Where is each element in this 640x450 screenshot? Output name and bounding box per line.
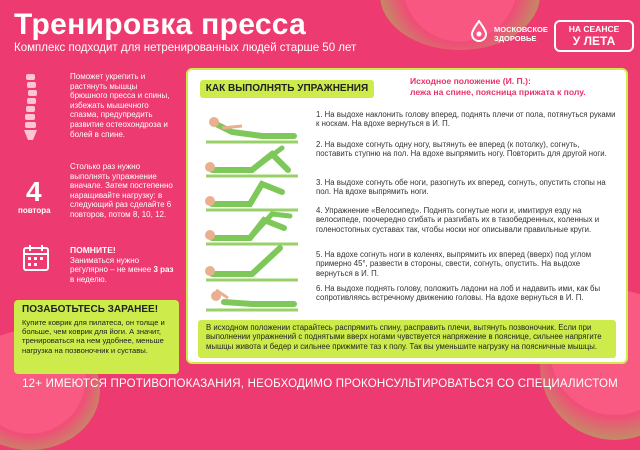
remember-text [70,256,174,285]
exercise-step-6: 6. На выдохе поднять голову, положить ладони на лоб и надавить ими, как бы сопротивляясь встречному движению головы. На вдохе вернуться в И. П. [316,284,601,303]
exercise-step-4: 4. Упражнение «Велосипед». Поднять согнутые ноги и, имитируя езду на велосипеде, поочередно сгибать и разгибать их в тазобедренных, коленных и голеностопных суставах так, чтобы носки ног описывали правильные круги. [316,206,600,234]
remember-text-start: Заниматься нужно регулярно – не менее [70,255,154,275]
badge-line-1: НА СЕАНСЕ [568,24,620,34]
spine-icon [18,72,42,147]
exercises-panel [186,68,628,364]
prepare-title: ПОЗАБОТЬТЕСЬ ЗАРАНЕЕ! [22,304,159,315]
drop-icon [470,20,488,47]
remember-text-end: в неделю. [70,274,107,284]
repeats-label: повтора [18,206,51,215]
remember-text-emphasis: 3 раз [153,265,174,275]
summer-badge [554,20,634,52]
exercise-step-5: 5. На вдохе согнуть ноги в коленях, выпрямить их вперед (вверх) под углом примерно 45°, развести в стороны, свести, согнуть, опустить. На выдохе вернуться в И. П. [316,250,592,278]
prepare-in-advance-box [14,300,179,374]
general-advice-note: В исходном положении старайтесь распрямить спину, расправить плечи, вытянуть позвоночник. Если при выполнении упражнений с поднятыми вверх ногами чувствуется напряжение в пояснице, сильнее напрягите мышцы живота и бедер и сильнее прижмите таз к полу. Так вы уменьшите нагрузку на поясничные мышцы. [198,320,616,358]
remember-title: ПОМНИТЕ! [70,245,116,255]
repeats-text: Столько раз нужно выполнять упражнение вначале. Затем постепенно наращивайте нагрузку: в следующий раз сделайте 6 повторов, потом 8, 10, 12. [70,162,173,219]
badge-line-2: У ЛЕТА [572,34,616,48]
prepare-text: Купите коврик для пилатеса, он толще и больше, чем коврик для йоги. А значит, тренироваться на нем удобнее, меньше нагрузка на позвоночник и суставы. [22,318,165,355]
logo-line-2: ЗДОРОВЬЕ [494,33,537,43]
exercise-6-figure-icon [202,280,302,319]
exercise-step-3: 3. На выдохе согнуть обе ноги, разогнуть их вперед, согнуть, опустить стопы на пол. На вдохе выпрямить ноги. [316,178,606,197]
exercise-step-1: 1. На выдохе наклонить голову вперед, поднять плечи от пола, потянуться руками к носкам. На вдохе вернуться в И. П. [316,110,616,129]
moscow-health-logo [470,20,548,47]
start-position-text: лежа на спине, поясница прижата к полу. [410,86,586,97]
page-subtitle: Комплекс подходит для нетренированных людей старше 50 лет [14,42,357,54]
page-title: Тренировка пресса [14,8,307,41]
remember-block [70,246,174,284]
start-position-title: Исходное положение (И. П.): [410,76,531,86]
start-position [410,76,625,97]
benefit-text: Поможет укрепить и растянуть мышцы брюшного пресса и спины, избежать мышечного спазма, предупредить развитие остеохондроза и болей в спине. [70,72,170,139]
exercise-step-2: 2. На выдохе согнуть одну ногу, вытянуть ее вперед (к потолку), согнуть, поставить ступню на пол. На вдохе выпрямить ногу. Повторить для другой ноги. [316,140,607,159]
contraindications-footer: 12+ ИМЕЮТСЯ ПРОТИВОПОКАЗАНИЯ, НЕОБХОДИМО ПРОКОНСУЛЬТИРОВАТЬСЯ СО СПЕЦИАЛИСТОМ [22,378,618,390]
how-to-tag: КАК ВЫПОЛНЯТЬ УПРАЖНЕНИЯ [200,80,374,98]
logo-line-1: МОСКОВСКОЕ [494,24,548,34]
calendar-icon [22,244,50,277]
repeats-number: 4 [26,176,42,207]
